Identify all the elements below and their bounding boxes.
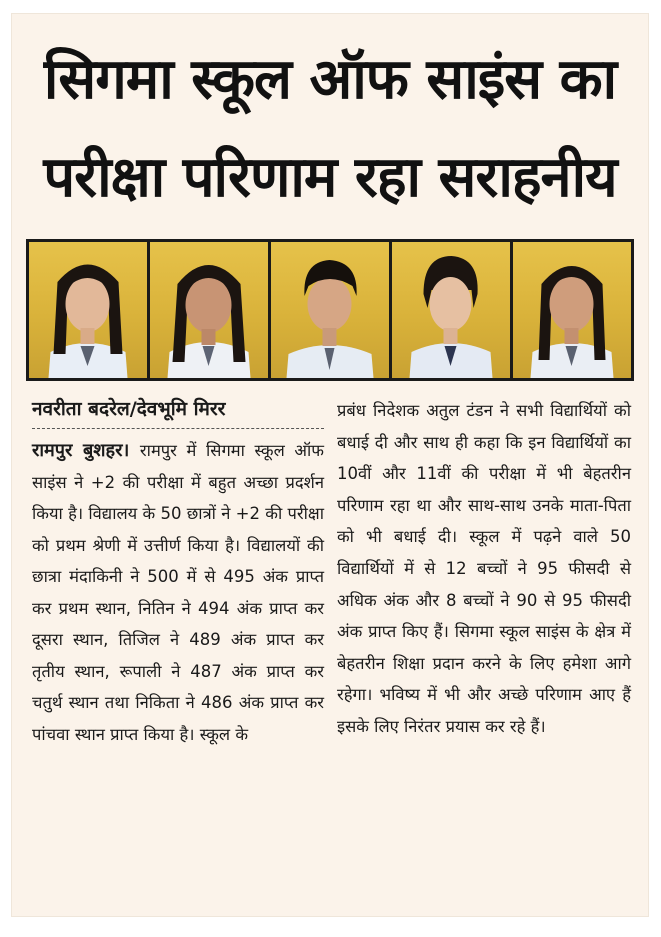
student-photo-3 (271, 242, 389, 378)
headline-line-1: सिगमा स्कूल ऑफ साइंस का (43, 47, 617, 112)
student-portrait-icon (513, 242, 631, 378)
student-photo-1 (29, 242, 147, 378)
student-photo-5 (513, 242, 631, 378)
article-column-left (32, 394, 324, 750)
right-body-text: प्रबंध निदेशक अतुल टंडन ने सभी विद्यार्थियों को बधाई दी और साथ ही कहा कि इन विद्यार्थियों का 10वीं और 11वीं की परीक्षा में भी बेहतरीन परिणाम रहा था और साथ-साथ उनके माता-पिता को भी बधाई दी। स्कूल में पढ़ने वाले 50 विद्यार्थियों में से 12 बच्चों ने 95 फीसदी से अधिक अंक और 8 बच्चों ने 90 से 95 फीसदी अंक प्राप्त किए हैं। सिगमा स्कूल साइंस के क्षेत्र में बेहतरीन शिक्षा प्रदान करने के लिए हमेशा आगे रहेगा। भविष्य में भी और अच्छे परिणाम आए हैं इसके लिए निरंतर प्रयास कर रहे हैं। (337, 401, 631, 736)
byline: नवरीता बदरेल/देवभूमि मिरर (32, 394, 324, 429)
headline-line-2: परीक्षा परिणाम रहा सराहनीय (43, 145, 617, 210)
left-paragraph (32, 435, 324, 750)
student-photo-2 (150, 242, 268, 378)
student-photo-4 (392, 242, 510, 378)
student-photo-strip (26, 239, 634, 381)
student-portrait-icon (29, 242, 147, 378)
student-portrait-icon (271, 242, 389, 378)
newspaper-clipping (12, 14, 648, 916)
dateline: रामपुर बुशहर। (32, 440, 140, 461)
left-body-text: रामपुर में सिगमा स्कूल ऑफ साइंस ने +2 की परीक्षा में बहुत अच्छा प्रदर्शन किया है। विद्यालय के 50 छात्रों ने +2 की परीक्षा को प्रथम श्रेणी में उत्तीर्ण किया है। विद्यालयों की छात्रा मंदाकिनी ने 500 में से 495 अंक प्राप्त कर प्रथम स्थान, नितिन ने 494 अंक प्राप्त कर दूसरा स्थान, तिजिल ने 489 अंक प्राप्त कर तृतीय स्थान, रूपाली ने 487 अंक प्राप्त कर चतुर्थ स्थान तथा निकिता ने 486 अंक प्राप्त कर पांचवा स्थान प्राप्त किया है। स्कूल के (32, 441, 325, 744)
student-portrait-icon (392, 242, 510, 378)
article-column-right (337, 395, 631, 743)
student-portrait-icon (150, 242, 268, 378)
